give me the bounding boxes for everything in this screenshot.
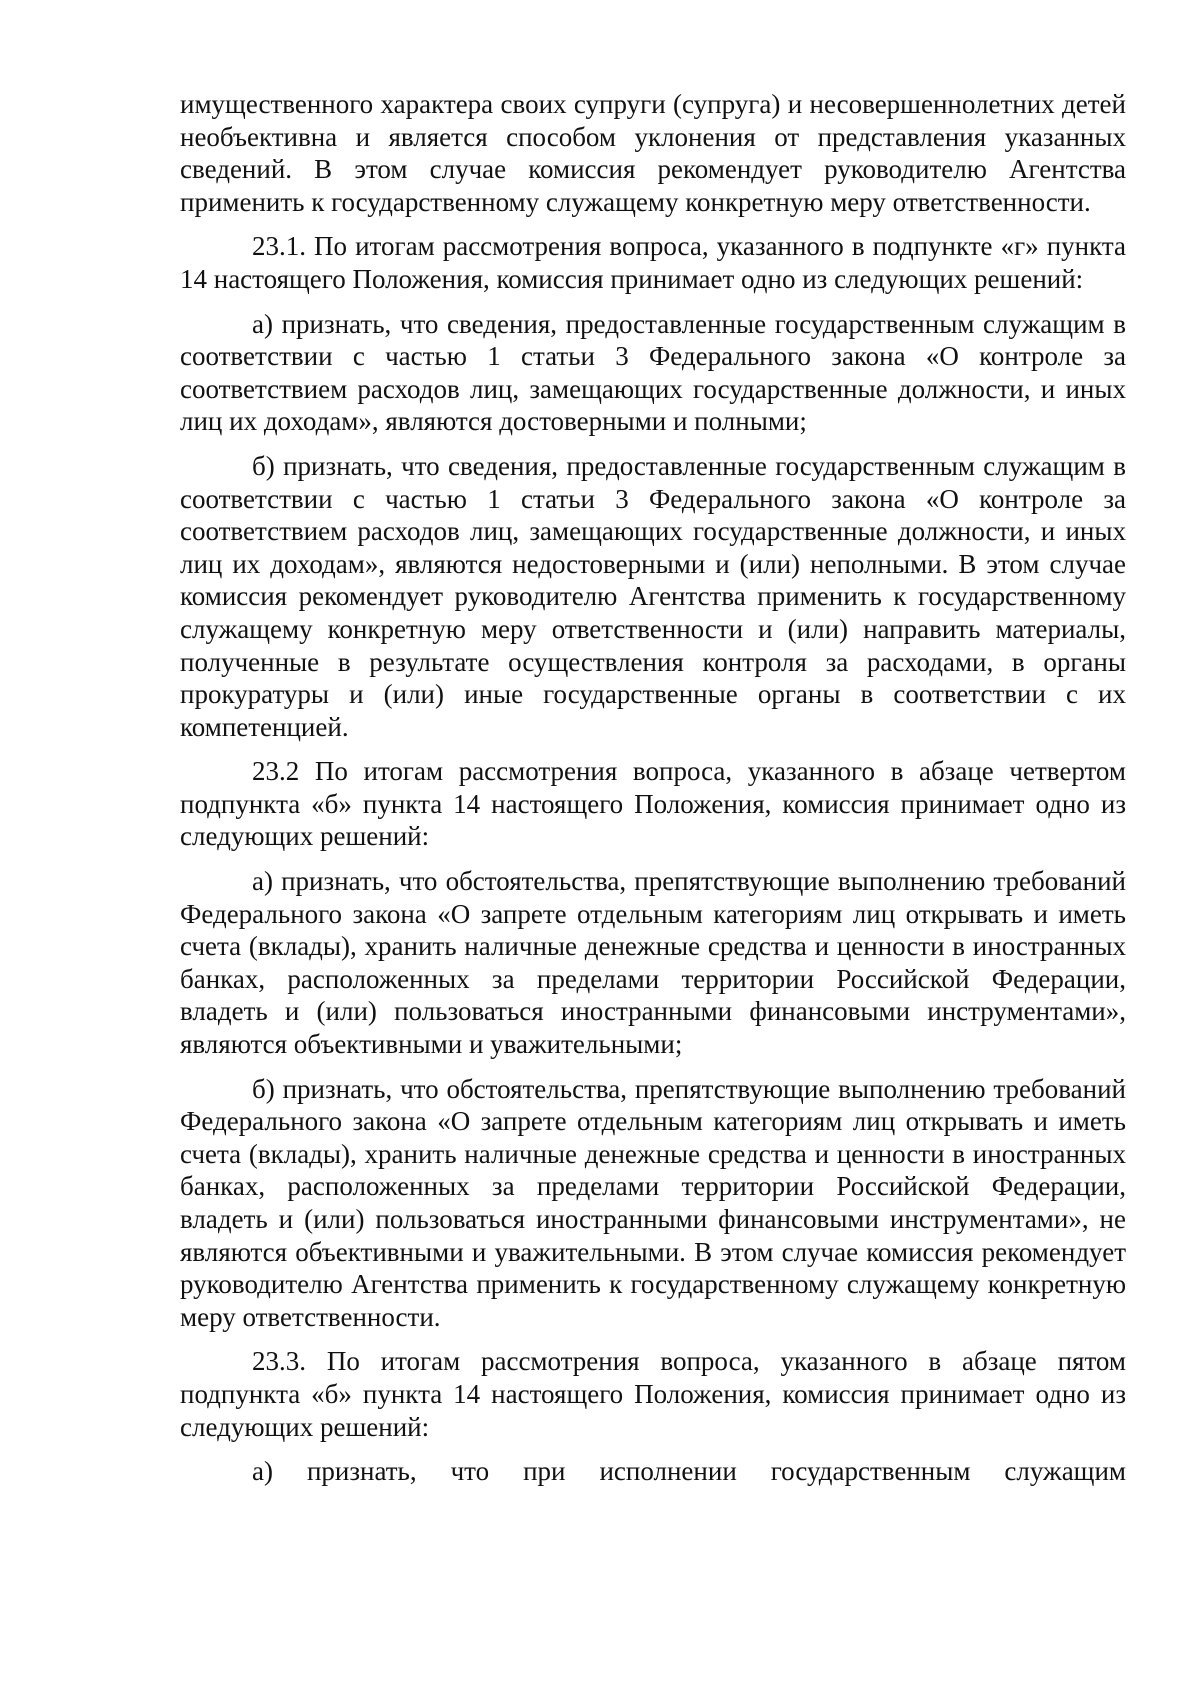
paragraph-23-3: 23.3. По итогам рассмотрения вопроса, указанного в абзаце пятом подпункта «б» пункта 14 настоящего Положения, комиссия принимает одно из следующих решений: bbox=[180, 1346, 1126, 1442]
paragraph-23-1-b: б) признать, что сведения, предоставленные государственным служащим в соответствии с частью 1 статьи 3 Федерального закона «О контроле за соответствием расходов лиц, замещающих государственные должности, и иных лиц их доходам», являются недостоверными и (или) неполными. В этом случае комиссия рекомендует руководителю Агентства применить к государственному служащему конкретную меру ответственности и (или) направить материалы, полученные в результате осуществления контроля за расходами, в органы прокуратуры и (или) иные государственные органы в соответствии с их компетенцией. bbox=[180, 450, 1126, 742]
document-body bbox=[180, 88, 1126, 1500]
paragraph-23-2-a: а) признать, что обстоятельства, препятствующие выполнению требований Федерального закона «О запрете отдельным категориям лиц открывать и иметь счета (вклады), хранить наличные денежные средства и ценности в иностранных банках, расположенных за пределами территории Российской Федерации, владеть и (или) пользоваться иностранными финансовыми инструментами», являются объективными и уважительными; bbox=[180, 866, 1126, 1060]
paragraph-23-1-a: а) признать, что сведения, предоставленные государственным служащим в соответствии с частью 1 статьи 3 Федерального закона «О контроле за соответствием расходов лиц, замещающих государственные должности, и иных лиц их доходам», являются достоверными и полными; bbox=[180, 308, 1126, 437]
paragraph-23-2-b: б) признать, что обстоятельства, препятствующие выполнению требований Федерального закона «О запрете отдельным категориям лиц открывать и иметь счета (вклады), хранить наличные денежные средства и ценности в иностранных банках, расположенных за пределами территории Российской Федерации, владеть и (или) пользоваться иностранными финансовыми инструментами», не являются объективными и уважительными. В этом случае комиссия рекомендует руководителю Агентства применить к государственному служащему конкретную меру ответственности. bbox=[180, 1073, 1126, 1332]
paragraph-continuation: имущественного характера своих супруги (супруга) и несовершеннолетних детей необъективна и является способом уклонения от представления указанных сведений. В этом случае комиссия рекомендует руководителю Агентства применить к государственному служащему конкретную меру ответственности. bbox=[180, 89, 1126, 217]
paragraph-23-2: 23.2 По итогам рассмотрения вопроса, указанного в абзаце четвертом подпункта «б» пункта 14 настоящего Положения, комиссия принимает одно из следующих решений: bbox=[180, 756, 1126, 852]
paragraph-23-1: 23.1. По итогам рассмотрения вопроса, указанного в подпункте «г» пункта 14 настоящего Положения, комиссия принимает одно из следующих решений: bbox=[180, 231, 1126, 294]
paragraph-23-3-a: а) признать, что при исполнении государственным служащим bbox=[252, 1456, 1126, 1487]
